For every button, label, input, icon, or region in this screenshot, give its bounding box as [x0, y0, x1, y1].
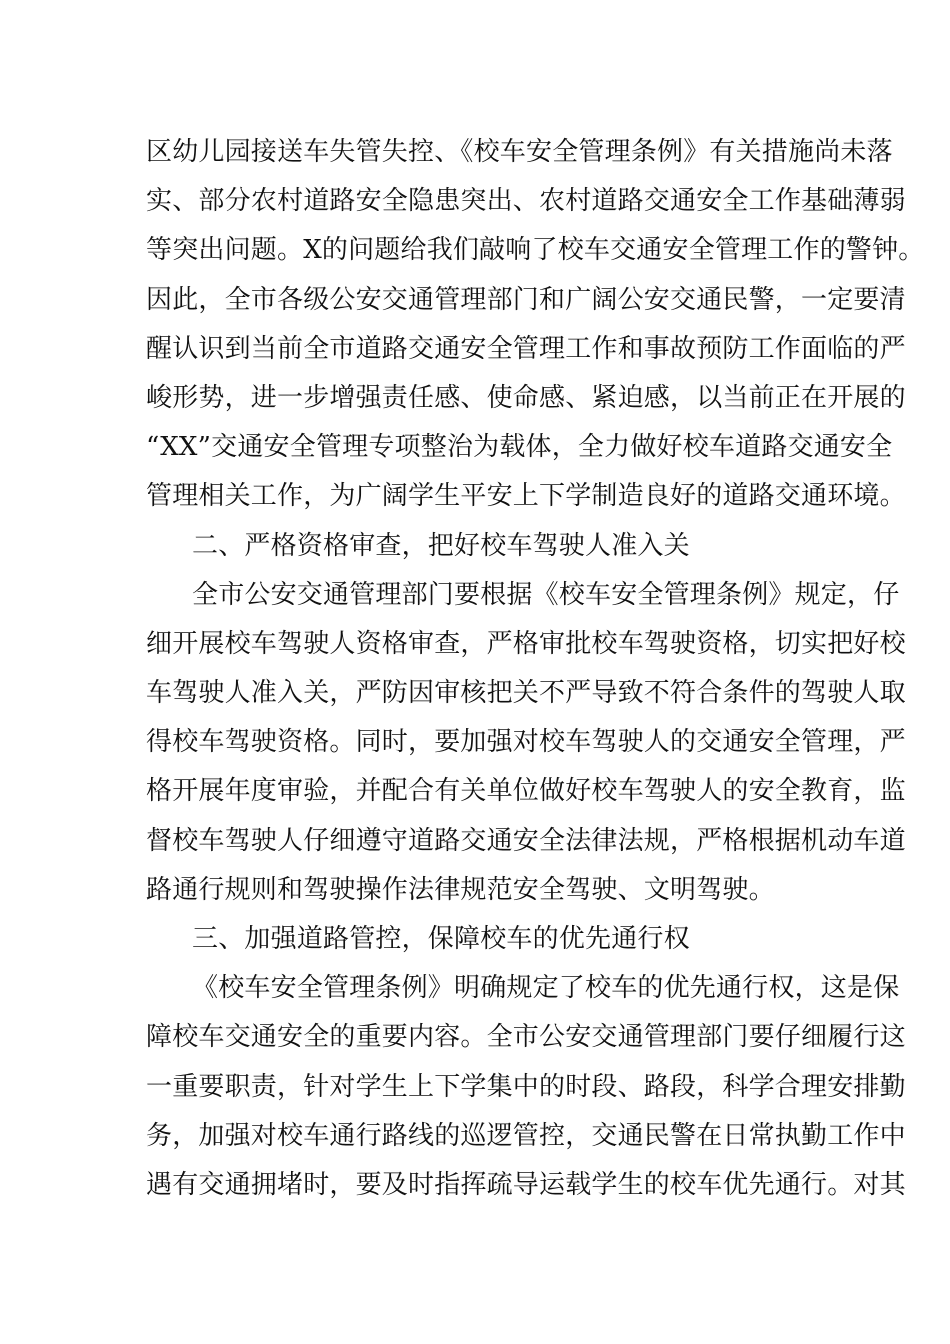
section-heading-3: 三、加强道路管控，保障校车的优先通行权 [192, 924, 690, 954]
body-line: 因此，全市各级公安交通管理部门和广阔公安交通民警，一定要清 [146, 284, 906, 315]
body-line: 格开展年度审验，并配合有关单位做好校车驾驶人的安全教育，监 [146, 776, 906, 807]
body-line: 区幼儿园接送车失管失控、《校车安全管理条例》有关措施尚未落 [146, 137, 893, 167]
body-line: 实、部分农村道路安全隐患突出、农村道路交通安全工作基础薄弱 [146, 186, 906, 217]
body-line: “XX”交通安全管理专项整治为载体，全力做好校车道路交通安全 [146, 432, 893, 463]
body-line: 管理相关工作，为广阔学生平安上下学制造良好的道路交通环境。 [146, 481, 906, 512]
body-line: 《校车安全管理条例》明确规定了校车的优先通行权，这是保 [192, 973, 900, 1004]
body-line: 务，加强对校车通行路线的巡逻管控，交通民警在日常执勤工作中 [146, 1120, 906, 1151]
body-line: 障校车交通安全的重要内容。全市公安交通管理部门要仔细履行这 [146, 1022, 906, 1053]
body-line: 一重要职责，针对学生上下学集中的时段、路段，科学合理安排勤 [146, 1071, 906, 1102]
body-line: 醒认识到当前全市道路交通安全管理工作和事故预防工作面临的严 [146, 333, 906, 364]
body-line: 路通行规则和驾驶操作法律规范安全驾驶、文明驾驶。 [146, 874, 775, 905]
body-line: 全市公安交通管理部门要根据《校车安全管理条例》规定，仔 [192, 579, 900, 610]
body-line: 督校车驾驶人仔细遵守道路交通安全法律法规，严格根据机动车道 [146, 825, 906, 856]
body-line: 等突出问题。X的问题给我们敲响了校车交通安全管理工作的警钟。 [146, 235, 925, 266]
body-line: 车驾驶人准入关，严防因审核把关不严导致不符合条件的驾驶人取 [146, 678, 906, 709]
body-line: 遇有交通拥堵时，要及时指挥疏导运载学生的校车优先通行。对其 [146, 1169, 906, 1200]
body-line: 细开展校车驾驶人资格审查，严格审批校车驾驶资格，切实把好校 [146, 628, 906, 659]
section-heading-2: 二、严格资格审查，把好校车驾驶人准入关 [192, 530, 690, 561]
document-body [146, 128, 925, 1210]
body-line: 峻形势，进一步增强责任感、使命感、紧迫感，以当前正在开展的 [146, 382, 906, 413]
body-line: 得校车驾驶资格。同时，要加强对校车驾驶人的交通安全管理，严 [146, 727, 906, 758]
